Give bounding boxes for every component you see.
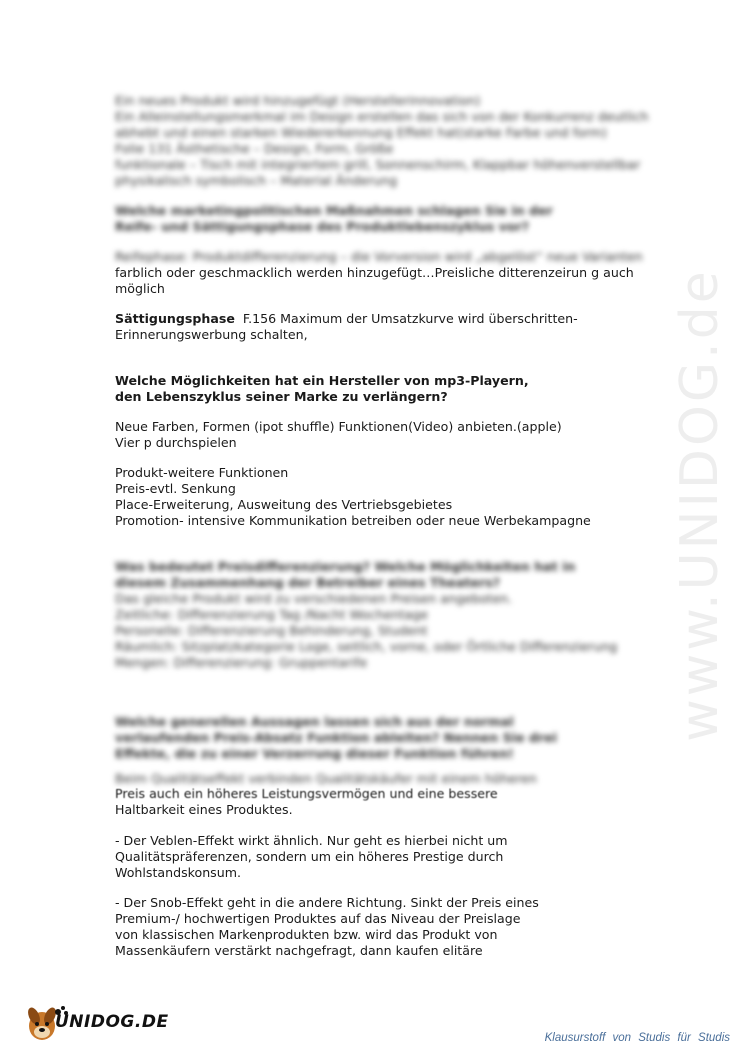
blurred-line: Reifephase: Produktdifferenzierung – die Vorversion wird „abgelöst“ neue Varianten xyxy=(115,249,643,264)
reife-text: möglich xyxy=(115,281,165,296)
answer-text: Neue Farben, Formen (ipot shuffle) Funktionen(Video) anbieten.(apple) xyxy=(115,419,562,434)
veblen-text: Wohlstandskonsum. xyxy=(115,865,241,880)
blurred-question: Reife- und Sättigungsphase des Produktlebenszyklus vor? xyxy=(115,219,530,234)
answer-text: Vier p durchspielen xyxy=(115,435,237,450)
footer-tagline: Klausurstoff von Studis für Studis xyxy=(544,1032,730,1044)
saettigung-label: Sättigungsphase xyxy=(115,311,235,326)
blurred-question: Effekte, die zu einer Verzerrung dieser Funktion führen! xyxy=(115,746,514,761)
answer-text: Preis auch ein höheres Leistungsvermögen und eine bessere xyxy=(115,786,498,801)
list-item: Produkt-weitere Funktionen xyxy=(115,465,289,480)
snob-text: Premium-/ hochwertigen Produktes auf das Niveau der Preislage xyxy=(115,911,521,926)
blurred-line: physikalisch symbolisch – Material Änderung xyxy=(115,173,398,188)
snob-text: von klassischen Markenprodukten bzw. wird das Produkt von xyxy=(115,927,498,942)
blurred-question: diesem Zusammenhang der Betreiber eines Theaters? xyxy=(115,575,501,590)
blurred-line: Zeitliche: Differenzierung Tag /Nacht Wochentage xyxy=(115,607,428,622)
logo-text: UNIDOG.DE xyxy=(55,1012,169,1032)
veblen-text: Qualitätspräferenzen, sondern um ein höheres Prestige durch xyxy=(115,849,504,864)
blurred-line: Das gleiche Produkt wird zu verschiedenen Preisen angeboten. xyxy=(115,591,513,606)
snob-text: Massenkäufern verstärkt nachgefragt, dann kaufen elitäre xyxy=(115,943,483,958)
blurred-line: Folie 131 Ästhetische – Design, Form, Größe xyxy=(115,141,394,156)
list-item: Place-Erweiterung, Ausweitung des Vertriebsgebietes xyxy=(115,497,453,512)
list-item: Promotion- intensive Kommunikation betreiben oder neue Werbekampagne xyxy=(115,513,591,528)
blurred-line: Beim Qualitätseffekt verbinden Qualitätskäufer mit einem höheren xyxy=(115,771,537,786)
blurred-line: Ein neues Produkt wird hinzugefügt (Herstellerinnovation) xyxy=(115,93,481,108)
veblen-text: - Der Veblen-Effekt wirkt ähnlich. Nur geht es hierbei nicht um xyxy=(115,833,508,848)
blurred-line: Personelle: Differenzierung Behinderung, Student xyxy=(115,623,428,638)
saettigung-paragraph xyxy=(115,311,578,327)
saettigung-text: Erinnerungswerbung schalten, xyxy=(115,327,308,342)
blurred-line: abhebt und einen starken Wiedererkennung Effekt hat(starke Farbe und form) xyxy=(115,125,607,140)
blurred-question: Welche marketingpolitischen Maßnahmen schlagen Sie in der xyxy=(115,203,553,218)
list-item: Preis-evtl. Senkung xyxy=(115,481,236,496)
blurred-line: Mengen: Differenzierung: Gruppentarife xyxy=(115,655,368,670)
question-heading: Welche Möglichkeiten hat ein Hersteller von mp3-Playern, xyxy=(115,373,529,388)
saettigung-text: F.156 Maximum der Umsatzkurve wird überschritten- xyxy=(242,311,578,326)
reife-text: farblich oder geschmacklich werden hinzugefügt…Preisliche ditterenzeirun g auch xyxy=(115,265,634,280)
blurred-line: Räumlich: Sitzplatzkategorie Loge, seitlich, vorne, oder Örtliche Differenzierung xyxy=(115,639,618,654)
blurred-line: Ein Alleinstellungsmerkmal im Design erstellen das sich von der Konkurrenz deutlich xyxy=(115,109,649,124)
blurred-question: Was bedeutet Preisdifferenzierung? Welche Möglichkeiten hat in xyxy=(115,559,576,574)
question-heading: den Lebenszyklus seiner Marke zu verlängern? xyxy=(115,389,448,404)
blurred-line: funktionale – Tisch mit integriertem grill, Sonnenschirm, Klappbar höhenverstellbar xyxy=(115,157,641,172)
watermark: www.UNIDOG.de xyxy=(670,268,730,742)
snob-text: - Der Snob-Effekt geht in die andere Richtung. Sinkt der Preis eines xyxy=(115,895,539,910)
blurred-question: Welche generellen Aussagen lassen sich aus der normal xyxy=(115,714,514,729)
answer-text: Haltbarkeit eines Produktes. xyxy=(115,802,293,817)
blurred-question: verlaufenden Preis-Absatz Funktion ableiten? Nennen Sie drei xyxy=(115,730,557,745)
